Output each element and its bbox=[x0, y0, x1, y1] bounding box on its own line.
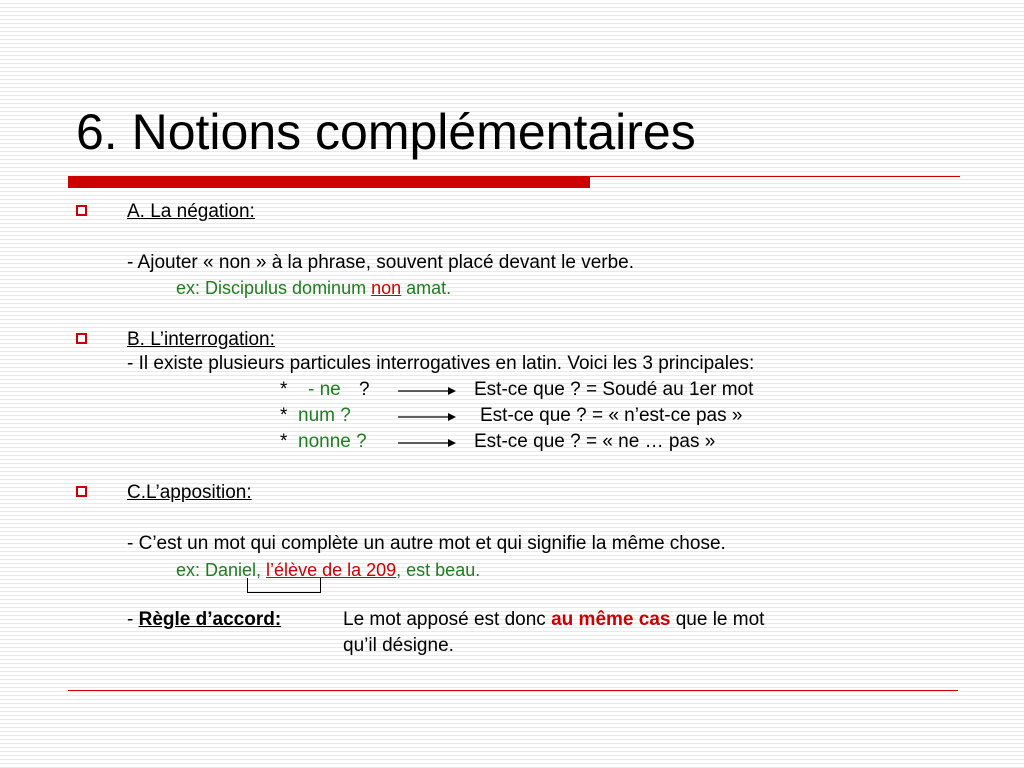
apposition-bracket bbox=[247, 578, 321, 593]
rule-highlight: au même cas bbox=[551, 609, 671, 630]
arrow-icon bbox=[398, 385, 456, 397]
example-prefix: ex: Daniel, bbox=[176, 560, 267, 580]
section-a-heading: A. La négation: bbox=[127, 201, 255, 222]
rule-text bbox=[343, 608, 764, 632]
section-a-line: - Ajouter « non » à la phrase, souvent placé devant le verbe. bbox=[127, 252, 634, 273]
row-star: * bbox=[280, 431, 288, 452]
example-prefix: ex: Discipulus dominum bbox=[176, 278, 372, 298]
slide-title: 6. Notions complémentaires bbox=[76, 104, 696, 160]
example-highlight: non bbox=[371, 278, 402, 298]
row-star: * bbox=[280, 405, 288, 426]
section-b-heading: B. L’interrogation: bbox=[127, 329, 275, 350]
section-c-example bbox=[176, 558, 480, 582]
section-a-example bbox=[176, 276, 451, 300]
row-qmark: ? bbox=[359, 379, 370, 400]
rule-text-b: que le mot bbox=[670, 609, 765, 630]
row-particle: nonne ? bbox=[298, 431, 367, 452]
rule-label: Règle d’accord: bbox=[138, 609, 282, 630]
row-particle: num ? bbox=[298, 405, 351, 426]
rule-text-c: qu’il désigne. bbox=[343, 635, 454, 656]
bullet-icon bbox=[76, 205, 87, 216]
rule-text-a: Le mot apposé est donc bbox=[343, 609, 552, 630]
title-underline-thick bbox=[68, 176, 590, 188]
section-b-line: - Il existe plusieurs particules interrogatives en latin. Voici les 3 principales: bbox=[127, 353, 755, 374]
bullet-icon bbox=[76, 486, 87, 497]
row-meaning: Est-ce que ? = « ne … pas » bbox=[474, 431, 716, 452]
row-star: * bbox=[280, 379, 288, 400]
row-meaning: Est-ce que ? = « n’est-ce pas » bbox=[480, 405, 743, 426]
row-particle: - ne bbox=[308, 379, 341, 400]
row-meaning: Est-ce que ? = Soudé au 1er mot bbox=[474, 379, 754, 400]
footer-rule bbox=[68, 690, 958, 691]
rule-line bbox=[127, 608, 281, 632]
example-highlight: l’élève de la 209 bbox=[266, 560, 397, 580]
example-suffix: amat. bbox=[401, 278, 452, 298]
bullet-icon bbox=[76, 333, 87, 344]
arrow-icon bbox=[398, 411, 456, 423]
title-underline-thin bbox=[590, 176, 960, 177]
arrow-icon bbox=[398, 437, 456, 449]
section-c-heading: C.L’apposition: bbox=[127, 482, 252, 503]
rule-dash: - bbox=[127, 609, 139, 630]
example-suffix: , est beau. bbox=[396, 560, 481, 580]
section-c-line: - C’est un mot qui complète un autre mot et qui signifie la même chose. bbox=[127, 533, 726, 554]
